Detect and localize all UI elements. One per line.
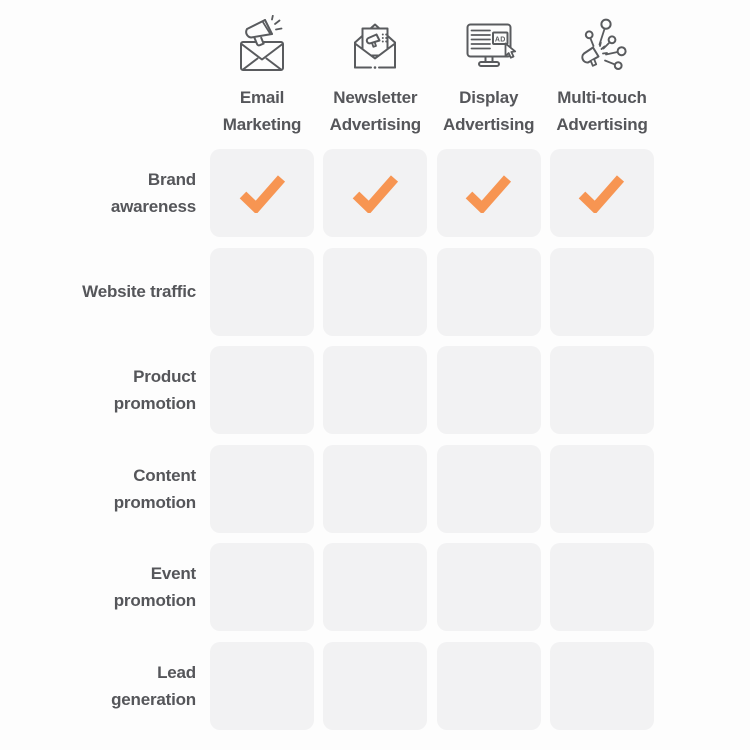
matrix-cell bbox=[323, 642, 427, 730]
matrix-cell bbox=[210, 445, 314, 533]
matrix-cell bbox=[210, 248, 314, 336]
matrix-cell bbox=[323, 346, 427, 434]
matrix-cell bbox=[437, 149, 541, 237]
row-label-brand-awareness: Brand awareness bbox=[110, 170, 196, 216]
column-label: Newsletter Advertising bbox=[329, 88, 421, 134]
display-advertising-icon bbox=[459, 12, 519, 78]
matrix-cell bbox=[550, 149, 654, 237]
column-header-multi-touch-advertising bbox=[550, 12, 654, 138]
check-icon bbox=[578, 174, 625, 213]
row-label-content-promotion: Content promotion bbox=[113, 465, 196, 512]
row-label-event-promotion: Event promotion bbox=[113, 564, 196, 610]
column-label: Display Advertising bbox=[443, 88, 535, 134]
matrix-cell bbox=[437, 248, 541, 336]
matrix-cell bbox=[323, 149, 427, 237]
matrix-cell bbox=[210, 543, 314, 631]
svg-text:AD: AD bbox=[494, 36, 506, 44]
column-header-display-advertising bbox=[437, 12, 541, 138]
matrix-cell bbox=[210, 346, 314, 434]
matrix-grid bbox=[210, 149, 654, 730]
check-icon bbox=[239, 174, 286, 213]
multi-touch-advertising-icon bbox=[572, 12, 632, 78]
check-icon bbox=[352, 174, 399, 213]
matrix-cell bbox=[210, 149, 314, 237]
matrix-cell bbox=[550, 346, 654, 434]
newsletter-advertising-icon bbox=[345, 12, 405, 78]
matrix-cell bbox=[323, 248, 427, 336]
matrix-cell bbox=[437, 543, 541, 631]
column-label: Multi-touch Advertising bbox=[556, 88, 648, 134]
row-label-lead-generation: Lead generation bbox=[111, 662, 196, 709]
matrix-cell bbox=[323, 445, 427, 533]
matrix-cell bbox=[210, 642, 314, 730]
row-label-product-promotion: Product promotion bbox=[113, 367, 196, 413]
column-header-newsletter-advertising bbox=[323, 12, 427, 138]
matrix-cell bbox=[437, 346, 541, 434]
check-icon bbox=[465, 174, 512, 213]
matrix-cell bbox=[550, 445, 654, 533]
column-label: Email Marketing bbox=[222, 88, 302, 134]
matrix-cell bbox=[437, 445, 541, 533]
email-marketing-icon bbox=[232, 12, 292, 78]
column-header-email-marketing bbox=[210, 12, 314, 138]
matrix-cell bbox=[550, 248, 654, 336]
matrix-cell bbox=[550, 543, 654, 631]
matrix-cell bbox=[550, 642, 654, 730]
row-label-website-traffic: Website traffic bbox=[82, 282, 196, 301]
matrix-cell bbox=[323, 543, 427, 631]
matrix-cell bbox=[437, 642, 541, 730]
